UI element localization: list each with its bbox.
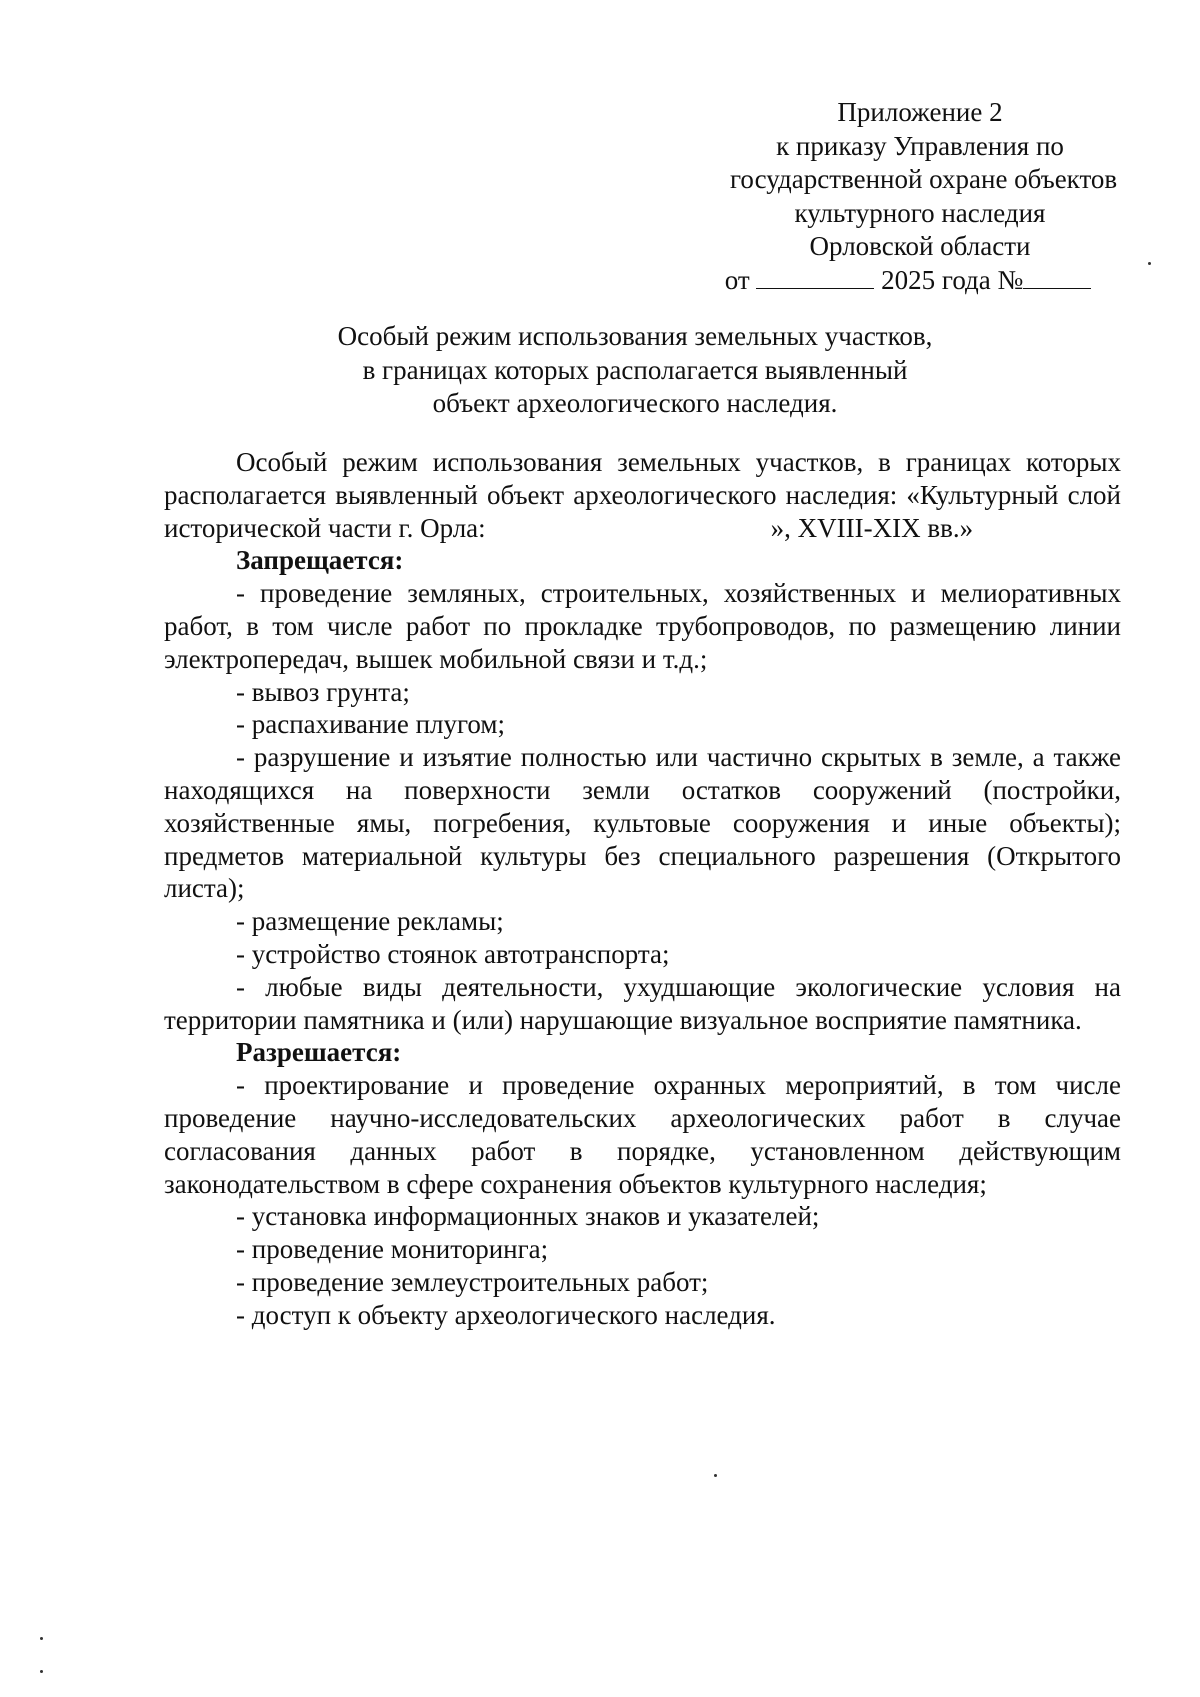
prohibited-item-2: - вывоз грунта;: [236, 676, 410, 707]
date-blank: [756, 266, 874, 289]
allowed-item-3: - проведение мониторинга;: [236, 1234, 549, 1265]
intro-paragraph: [164, 446, 1121, 544]
appendix-heritage-line: культурного наследия: [794, 197, 1046, 228]
scan-speck: [40, 1670, 43, 1673]
date-year: 2025 года №: [881, 264, 1024, 295]
prohibited-item-5: - размещение рекламы;: [236, 906, 504, 937]
allowed-heading: Разрешается:: [236, 1037, 402, 1068]
prohibited-item-6: - устройство стоянок автотранспорта;: [236, 938, 670, 969]
appendix-region-line: Орловской области: [809, 231, 1031, 261]
allowed-item-5: - доступ к объекту археологического наследия.: [236, 1299, 776, 1330]
allowed-item-4: - проведение землеустроительных работ;: [236, 1266, 709, 1297]
number-blank: [1023, 266, 1091, 289]
scan-speck: [40, 1637, 43, 1640]
prohibited-item-1: - проведение земляных, строительных, хозяйственных и мелиоративных работ, в том числе работ по прокладке трубопроводов, по размещению линии электропередач, вышек мобильной связи и т.д.;: [164, 578, 1121, 674]
scan-speck: [714, 1474, 717, 1477]
appendix-header: [724, 96, 1118, 297]
appendix-date-line: [718, 264, 1098, 298]
allowed-item-1: - проектирование и проведение охранных мероприятий, в том числе проведение научно-исследовательских археологических работ в случае согласования данных работ в порядке, установленном действующим законодательством в сфере сохранения объектов культурного наследия;: [164, 1070, 1121, 1199]
prohibited-item-7: - любые виды деятельности, ухудшающие экологические условия на территории памятника и (или) нарушающие визуальное восприятие памятника.: [164, 971, 1121, 1035]
allowed-item-2: - установка информационных знаков и указателей;: [236, 1201, 820, 1232]
appendix-agency-line: государственной охране объектов: [730, 164, 1118, 194]
title-line-2: в границах которых располагается выявленный: [362, 354, 908, 385]
prohibited-heading: Запрещается:: [236, 545, 404, 576]
title-line-3: объект археологического наследия.: [432, 388, 838, 418]
scan-speck: [1148, 262, 1151, 265]
date-prefix: от: [724, 264, 750, 295]
intro-tail: », XVIII-XIX вв.»: [770, 512, 974, 543]
document-body: [164, 446, 1121, 1332]
intro-text: Особый режим использования земельных участков, в границах которых располагается выявленный объект археологического наследия: «Культурный слой исторической части г. Орла:: [164, 447, 1121, 543]
prohibited-item-4: - разрушение и изъятие полностью или частично скрытых в земле, а также находящихся на поверхности земли остатков сооружений (постройки, хозяйственные ямы, погребения, культовые сооружения и иные объекты); предметов материальной культуры без специального разрешения (Открытого листа);: [164, 742, 1121, 904]
appendix-order-ref: к приказу Управления по: [776, 130, 1064, 161]
appendix-number: Приложение 2: [837, 97, 1003, 127]
prohibited-item-3: - распахивание плугом;: [236, 709, 505, 740]
title-line-1: Особый режим использования земельных участков,: [337, 321, 933, 351]
document-title: [300, 320, 970, 421]
